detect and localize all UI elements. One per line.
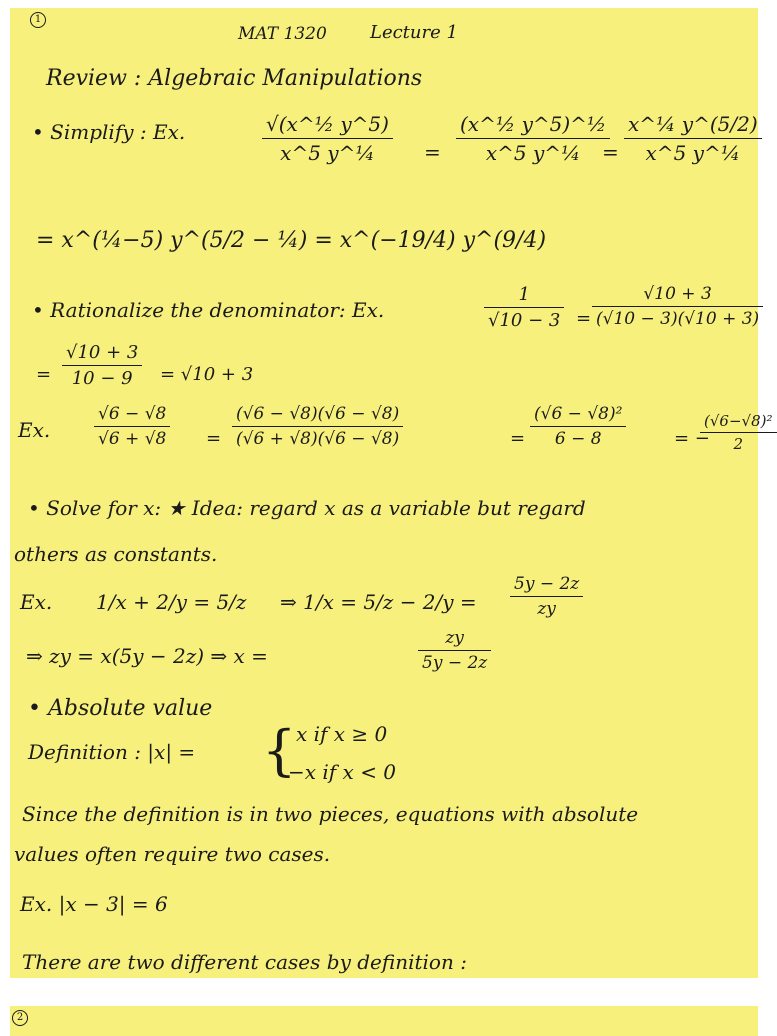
abs-case-2: −x if x < 0 xyxy=(288,760,397,784)
equals-sign: = xyxy=(424,140,441,164)
page-number: 1 xyxy=(34,14,42,25)
ex2-fraction-4 xyxy=(700,412,777,453)
solve-fraction xyxy=(510,574,583,619)
fraction-denominator: 2 xyxy=(733,435,744,453)
ex2-fraction-2 xyxy=(232,404,403,449)
equals-sign: = xyxy=(510,428,526,449)
fraction-denominator: x^5 y^¼ xyxy=(280,141,375,165)
ex2-fraction-1 xyxy=(94,404,170,449)
definition-label: Definition : |x| = xyxy=(28,740,196,764)
review-heading: Review : Algebraic Manipulations xyxy=(46,66,423,91)
fraction-denominator: √6 + √8 xyxy=(98,429,167,449)
fraction-numerator: (√6 − √8)² xyxy=(534,404,623,424)
fraction-denominator: 5y − 2z xyxy=(422,653,488,673)
fraction-denominator: (√6 + √8)(√6 − √8) xyxy=(236,429,400,449)
page-number-badge xyxy=(30,12,46,28)
solve-equation: 1/x + 2/y = 5/z xyxy=(96,590,247,614)
fraction-denominator: √10 − 3 xyxy=(488,310,561,331)
equals-sign: = xyxy=(602,140,619,164)
fraction-numerator: zy xyxy=(445,628,464,648)
fraction-numerator: √6 − √8 xyxy=(98,404,167,424)
simplify-fraction-3 xyxy=(624,112,762,165)
equals-sign: = xyxy=(576,308,592,329)
simplify-result-line: = x^(¼−5) y^(5/2 − ¼) = x^(−19/4) y^(9/4) xyxy=(36,228,547,253)
equals-minus: = − xyxy=(674,428,710,449)
fraction-numerator: √10 + 3 xyxy=(66,342,139,363)
page-number-badge xyxy=(12,1010,28,1026)
absolute-note-line-2: values often require two cases. xyxy=(14,842,331,866)
fraction-numerator: √(x^½ y^5) xyxy=(266,112,389,136)
lecture-title: Lecture 1 xyxy=(370,22,458,43)
fraction-numerator: 5y − 2z xyxy=(514,574,580,594)
absolute-note-line-1: Since the definition is in two pieces, equations with absolute xyxy=(22,802,639,826)
absolute-closing: There are two different cases by definition : xyxy=(22,950,467,974)
notes-page-2 xyxy=(10,1006,758,1036)
rationalize-result: = √10 + 3 xyxy=(160,364,254,385)
fraction-denominator: 10 − 9 xyxy=(71,368,133,389)
fraction-denominator: zy xyxy=(537,599,556,619)
fraction-numerator: (x^½ y^5)^½ xyxy=(460,112,607,136)
solve-heading: • Solve for x: ★ Idea: regard x as a variable but regard xyxy=(28,496,586,520)
ex2-fraction-3 xyxy=(530,404,626,449)
example-label: Ex. xyxy=(18,418,51,442)
fraction-numerator: (√6 − √8)(√6 − √8) xyxy=(236,404,400,424)
solve-result-fraction xyxy=(418,628,491,673)
rationalize-fraction-2 xyxy=(592,284,763,329)
rationalize-fraction-3 xyxy=(62,342,142,389)
absolute-example: Ex. |x − 3| = 6 xyxy=(20,892,168,916)
solve-result-line: ⇒ zy = x(5y − 2z) ⇒ x = xyxy=(26,644,268,668)
simplify-label: • Simplify : Ex. xyxy=(32,120,186,144)
simplify-fraction-2 xyxy=(456,112,610,165)
fraction-denominator: x^5 y^¼ xyxy=(485,141,581,165)
simplify-fraction-1 xyxy=(262,112,393,165)
abs-case-1: x if x ≥ 0 xyxy=(296,722,388,746)
fraction-denominator: 6 − 8 xyxy=(554,429,602,449)
rationalize-label: • Rationalize the denominator: Ex. xyxy=(32,298,385,322)
fraction-numerator: (√6−√8)² xyxy=(704,412,773,430)
rationalize-fraction-1 xyxy=(484,284,564,331)
solve-heading-cont: others as constants. xyxy=(14,542,218,566)
course-code: MAT 1320 xyxy=(238,24,327,44)
absolute-heading: • Absolute value xyxy=(28,696,213,721)
fraction-numerator: x^¼ y^(5/2) xyxy=(628,112,758,136)
equals-sign: = xyxy=(36,364,52,385)
fraction-denominator: x^5 y^¼ xyxy=(645,141,741,165)
example-label: Ex. xyxy=(20,590,53,614)
page-number: 2 xyxy=(16,1012,24,1023)
fraction-denominator: (√10 − 3)(√10 + 3) xyxy=(596,309,760,329)
fraction-numerator: √10 + 3 xyxy=(643,284,712,304)
fraction-numerator: 1 xyxy=(518,284,530,305)
notes-page-1 xyxy=(10,8,773,978)
equals-sign: = xyxy=(206,428,222,449)
solve-equation-step: ⇒ 1/x = 5/z − 2/y = xyxy=(280,590,477,614)
left-brace-icon: { xyxy=(262,719,297,782)
